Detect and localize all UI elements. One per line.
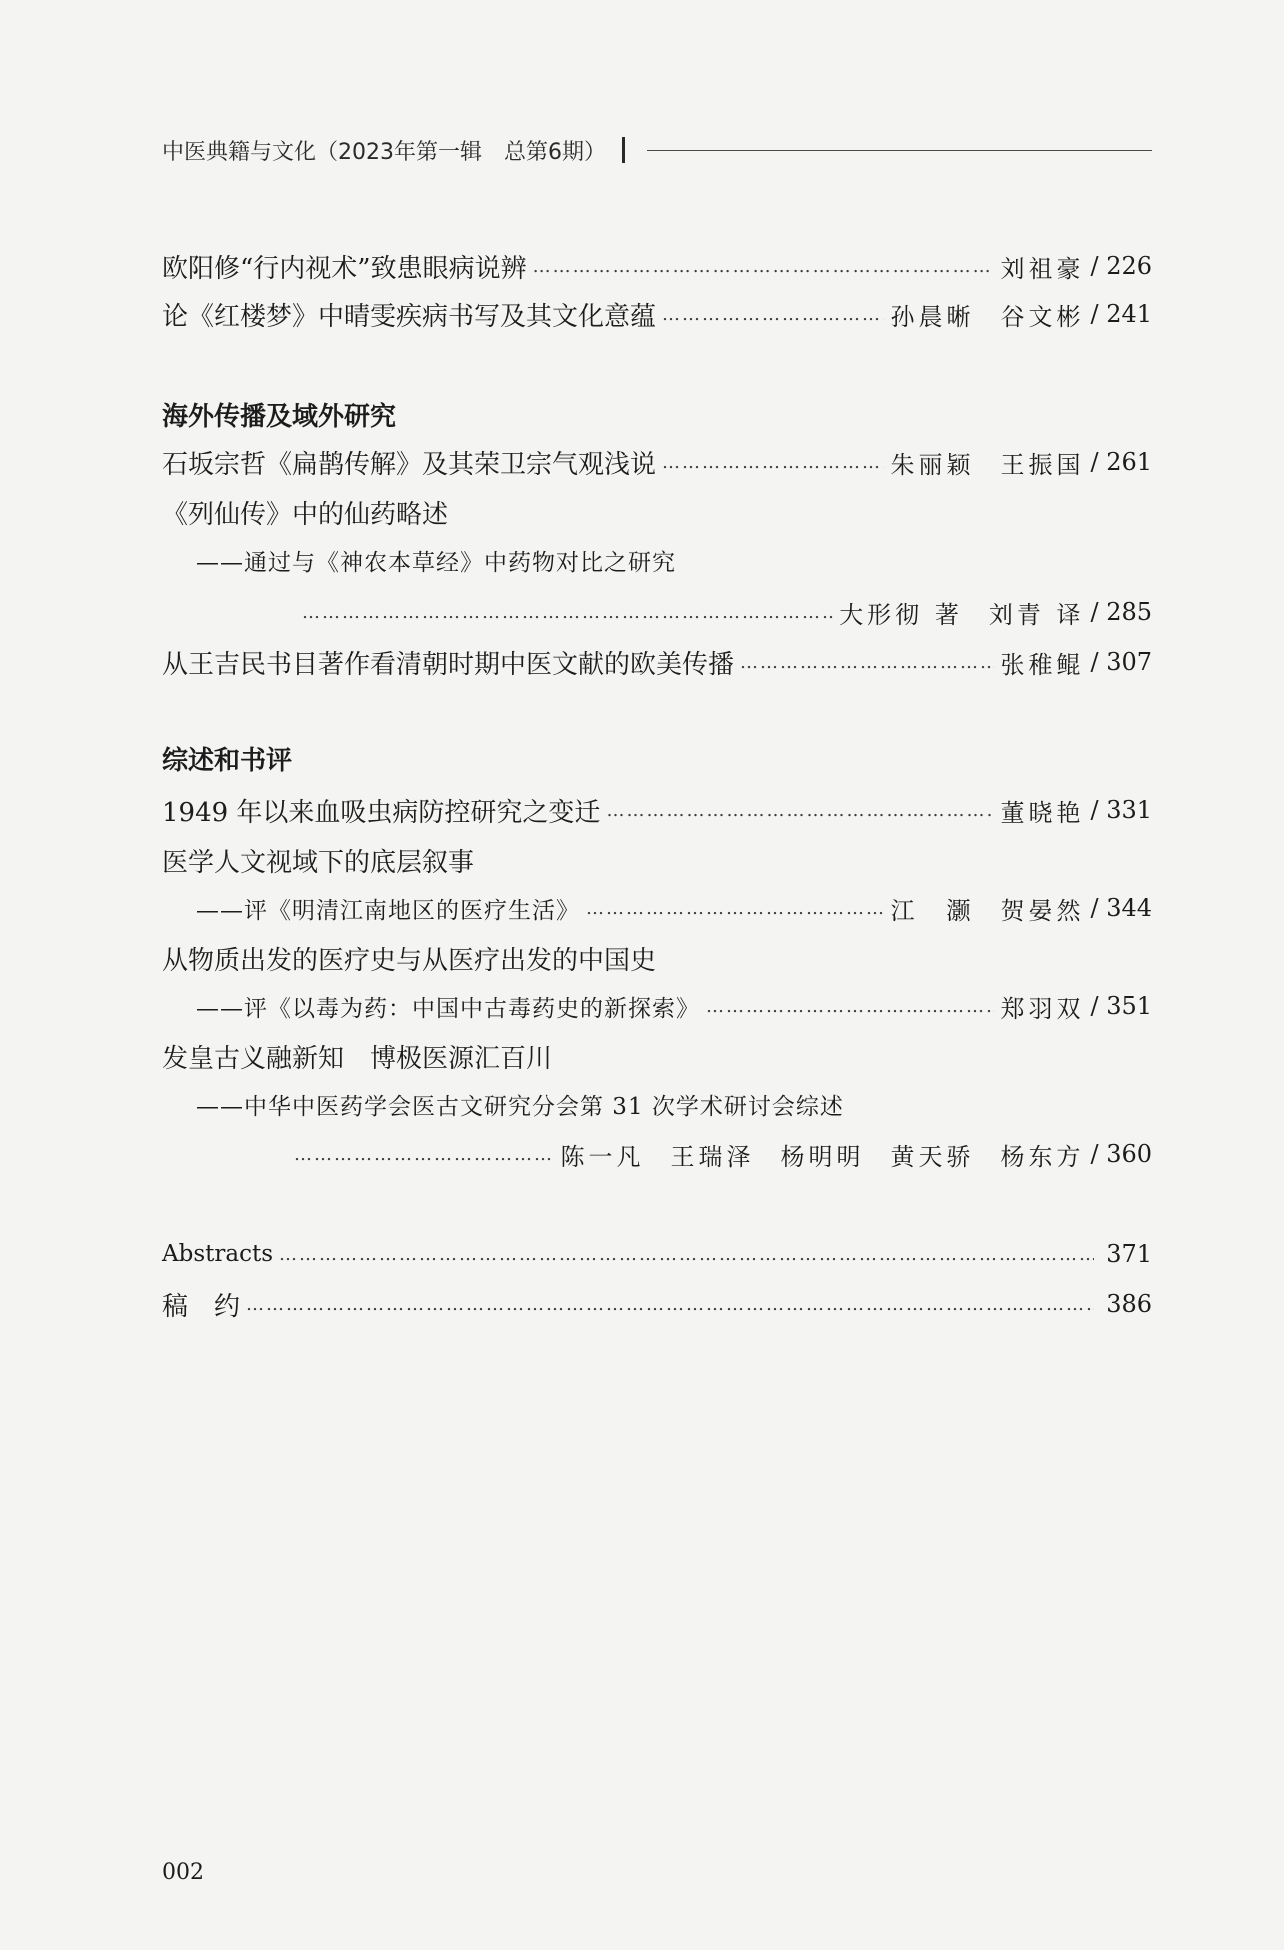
entry-authors: 朱丽颖 王振国 bbox=[890, 450, 1085, 479]
toc-entry-meta[interactable] bbox=[162, 886, 1152, 930]
toc-entry[interactable] bbox=[162, 640, 1152, 684]
leader-dots bbox=[662, 304, 884, 325]
entry-subtitle: ——评《明清江南地区的医疗生活》 bbox=[196, 897, 580, 924]
header-divider-bar bbox=[622, 137, 625, 163]
entry-subtitle: ——中华中医药学会医古文研究分会第 31 次学术研讨会综述 bbox=[196, 1093, 844, 1120]
leader-dots bbox=[279, 1244, 1094, 1265]
entry-subtitle: ——评《以毒为药：中国中古毒药史的新探索》 bbox=[196, 995, 700, 1022]
toc-entry[interactable] bbox=[162, 292, 1152, 336]
entry-page: / 226 bbox=[1090, 252, 1152, 280]
toc-entry-submission-guide[interactable] bbox=[162, 1282, 1152, 1326]
leader-dots bbox=[662, 452, 884, 473]
toc-entry-title[interactable]: 从物质出发的医疗史与从医疗出发的中国史 bbox=[162, 945, 657, 976]
leader-dots bbox=[586, 898, 884, 919]
toc-entry[interactable] bbox=[162, 788, 1152, 832]
page-number: 002 bbox=[162, 1860, 204, 1885]
entry-page: / 285 bbox=[1090, 598, 1152, 626]
entry-authors: 江 灏 贺晏然 bbox=[890, 896, 1085, 925]
entry-authors: 张稚鲲 bbox=[1000, 650, 1085, 679]
entry-page: / 351 bbox=[1090, 992, 1152, 1020]
entry-subtitle: ——通过与《神农本草经》中药物对比之研究 bbox=[196, 549, 676, 576]
toc-entry-meta[interactable] bbox=[162, 590, 1152, 634]
entry-authors: 郑羽双 bbox=[1000, 994, 1085, 1023]
entry-page: / 331 bbox=[1090, 796, 1152, 824]
toc-entry-meta[interactable] bbox=[162, 1132, 1152, 1176]
entry-authors: 陈一凡 王瑞泽 杨明明 黄天骄 杨东方 bbox=[560, 1142, 1085, 1171]
entry-title: 稿 约 bbox=[162, 1291, 241, 1322]
entry-page: / 344 bbox=[1090, 894, 1152, 922]
leader-dots bbox=[294, 1144, 554, 1165]
toc-entry-title[interactable]: 发皇古义融新知 博极医源汇百川 bbox=[162, 1043, 553, 1074]
entry-page: 371 bbox=[1106, 1240, 1152, 1268]
section-heading-review: 综述和书评 bbox=[162, 745, 293, 776]
entry-page: 386 bbox=[1106, 1290, 1152, 1318]
leader-dots bbox=[740, 652, 994, 673]
toc-entry-meta[interactable] bbox=[162, 984, 1152, 1028]
entry-page: / 360 bbox=[1090, 1140, 1152, 1168]
entry-title: Abstracts bbox=[162, 1241, 274, 1267]
journal-title: 中医典籍与文化（2023年第一辑 总第6期） bbox=[162, 139, 606, 165]
entry-authors: 大形彻 著 刘青 译 bbox=[839, 600, 1085, 629]
entry-title: 1949 年以来血吸虫病防控研究之变迁 bbox=[162, 797, 601, 828]
entry-authors: 刘祖豪 bbox=[1000, 254, 1085, 283]
entry-title: 从王吉民书目著作看清朝时期中医文献的欧美传播 bbox=[162, 649, 735, 680]
toc-entry[interactable] bbox=[162, 244, 1152, 288]
entry-title: 论《红楼梦》中晴雯疾病书写及其文化意蕴 bbox=[162, 301, 657, 332]
leader-dots bbox=[533, 256, 995, 277]
entry-authors: 孙晨晰 谷文彬 bbox=[890, 302, 1085, 331]
entry-page: / 261 bbox=[1090, 448, 1152, 476]
entry-title: 石坂宗哲《扁鹊传解》及其荣卫宗气观浅说 bbox=[162, 449, 657, 480]
toc-entry-title[interactable]: 《列仙传》中的仙药略述 bbox=[162, 499, 449, 530]
leader-dots bbox=[706, 996, 994, 1017]
running-header bbox=[162, 130, 1152, 170]
leader-dots bbox=[246, 1294, 1094, 1315]
toc-entry-title[interactable]: 医学人文视域下的底层叙事 bbox=[162, 847, 475, 878]
header-rule bbox=[647, 150, 1152, 151]
entry-title: 欧阳修“行内视术”致患眼病说辨 bbox=[162, 253, 527, 284]
entry-authors: 董晓艳 bbox=[1000, 798, 1085, 827]
toc-entry-abstracts[interactable] bbox=[162, 1232, 1152, 1276]
entry-page: / 241 bbox=[1090, 300, 1152, 328]
toc-entry[interactable] bbox=[162, 440, 1152, 484]
entry-page: / 307 bbox=[1090, 648, 1152, 676]
section-heading-overseas: 海外传播及域外研究 bbox=[162, 401, 397, 432]
leader-dots bbox=[606, 800, 994, 821]
leader-dots bbox=[302, 602, 833, 623]
